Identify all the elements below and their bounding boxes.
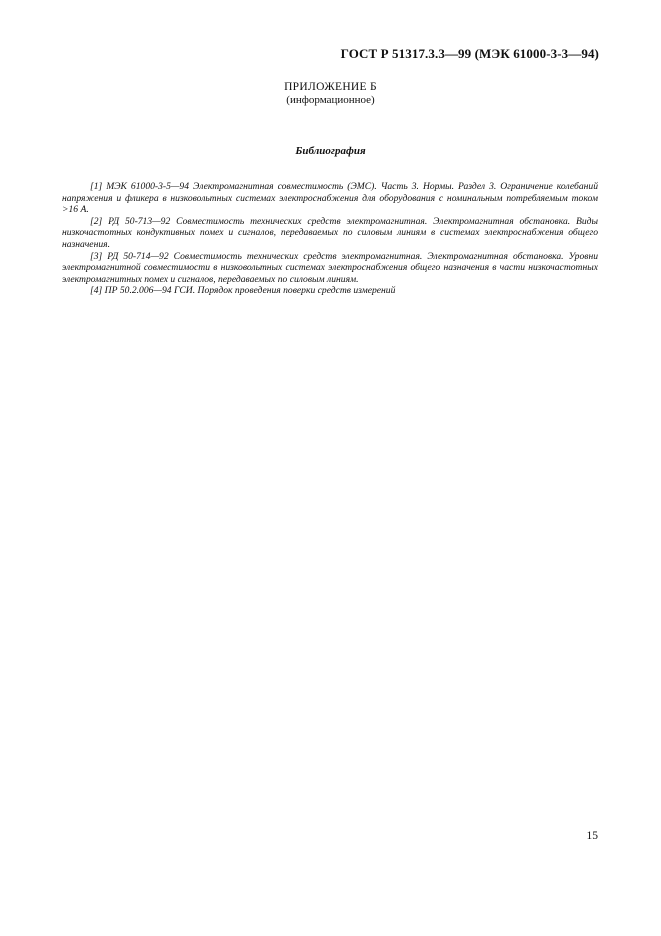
bibliography-item: [4] ПР 50.2.006—94 ГСИ. Порядок проведения поверки средств измерений (90, 285, 396, 297)
appendix-block (0, 80, 661, 107)
appendix-title: ПРИЛОЖЕНИЕ Б (284, 81, 377, 93)
bibliography-item: [1] МЭК 61000-3-5—94 Электромагнитная совместимость (ЭМС). Часть 3. Нормы. Раздел 3. Ограничение колебаний напряжения и фликера в низковольтных системах электроснабжения для оборудования с номинальным потребляемым током >16 А. (62, 181, 598, 216)
bibliography-list (62, 181, 598, 297)
bibliography-item: [3] РД 50-714—92 Совместимость технических средств электромагнитная. Электромагнитная обстановка. Уровни электромагнитной совместимости в низковольтных системах электроснабжения общего назначения в части низкочастотных электромагнитных помех и сигналов, передаваемых по силовым линиям. (62, 250, 598, 285)
standard-header: ГОСТ Р 51317.3.3—99 (МЭК 61000-3-3—94) (340, 46, 599, 61)
bibliography-item: [2] РД 50-713—92 Совместимость технических средств электромагнитная. Электромагнитная обстановка. Виды низкочастотных кондуктивных помех и сигналов, передаваемых по силовым линиям в системах электроснабжения общего назначения. (62, 215, 598, 250)
appendix-subtitle: (информационное) (286, 94, 375, 106)
page-number: 15 (586, 830, 598, 842)
bibliography-heading: Библиография (295, 145, 366, 157)
